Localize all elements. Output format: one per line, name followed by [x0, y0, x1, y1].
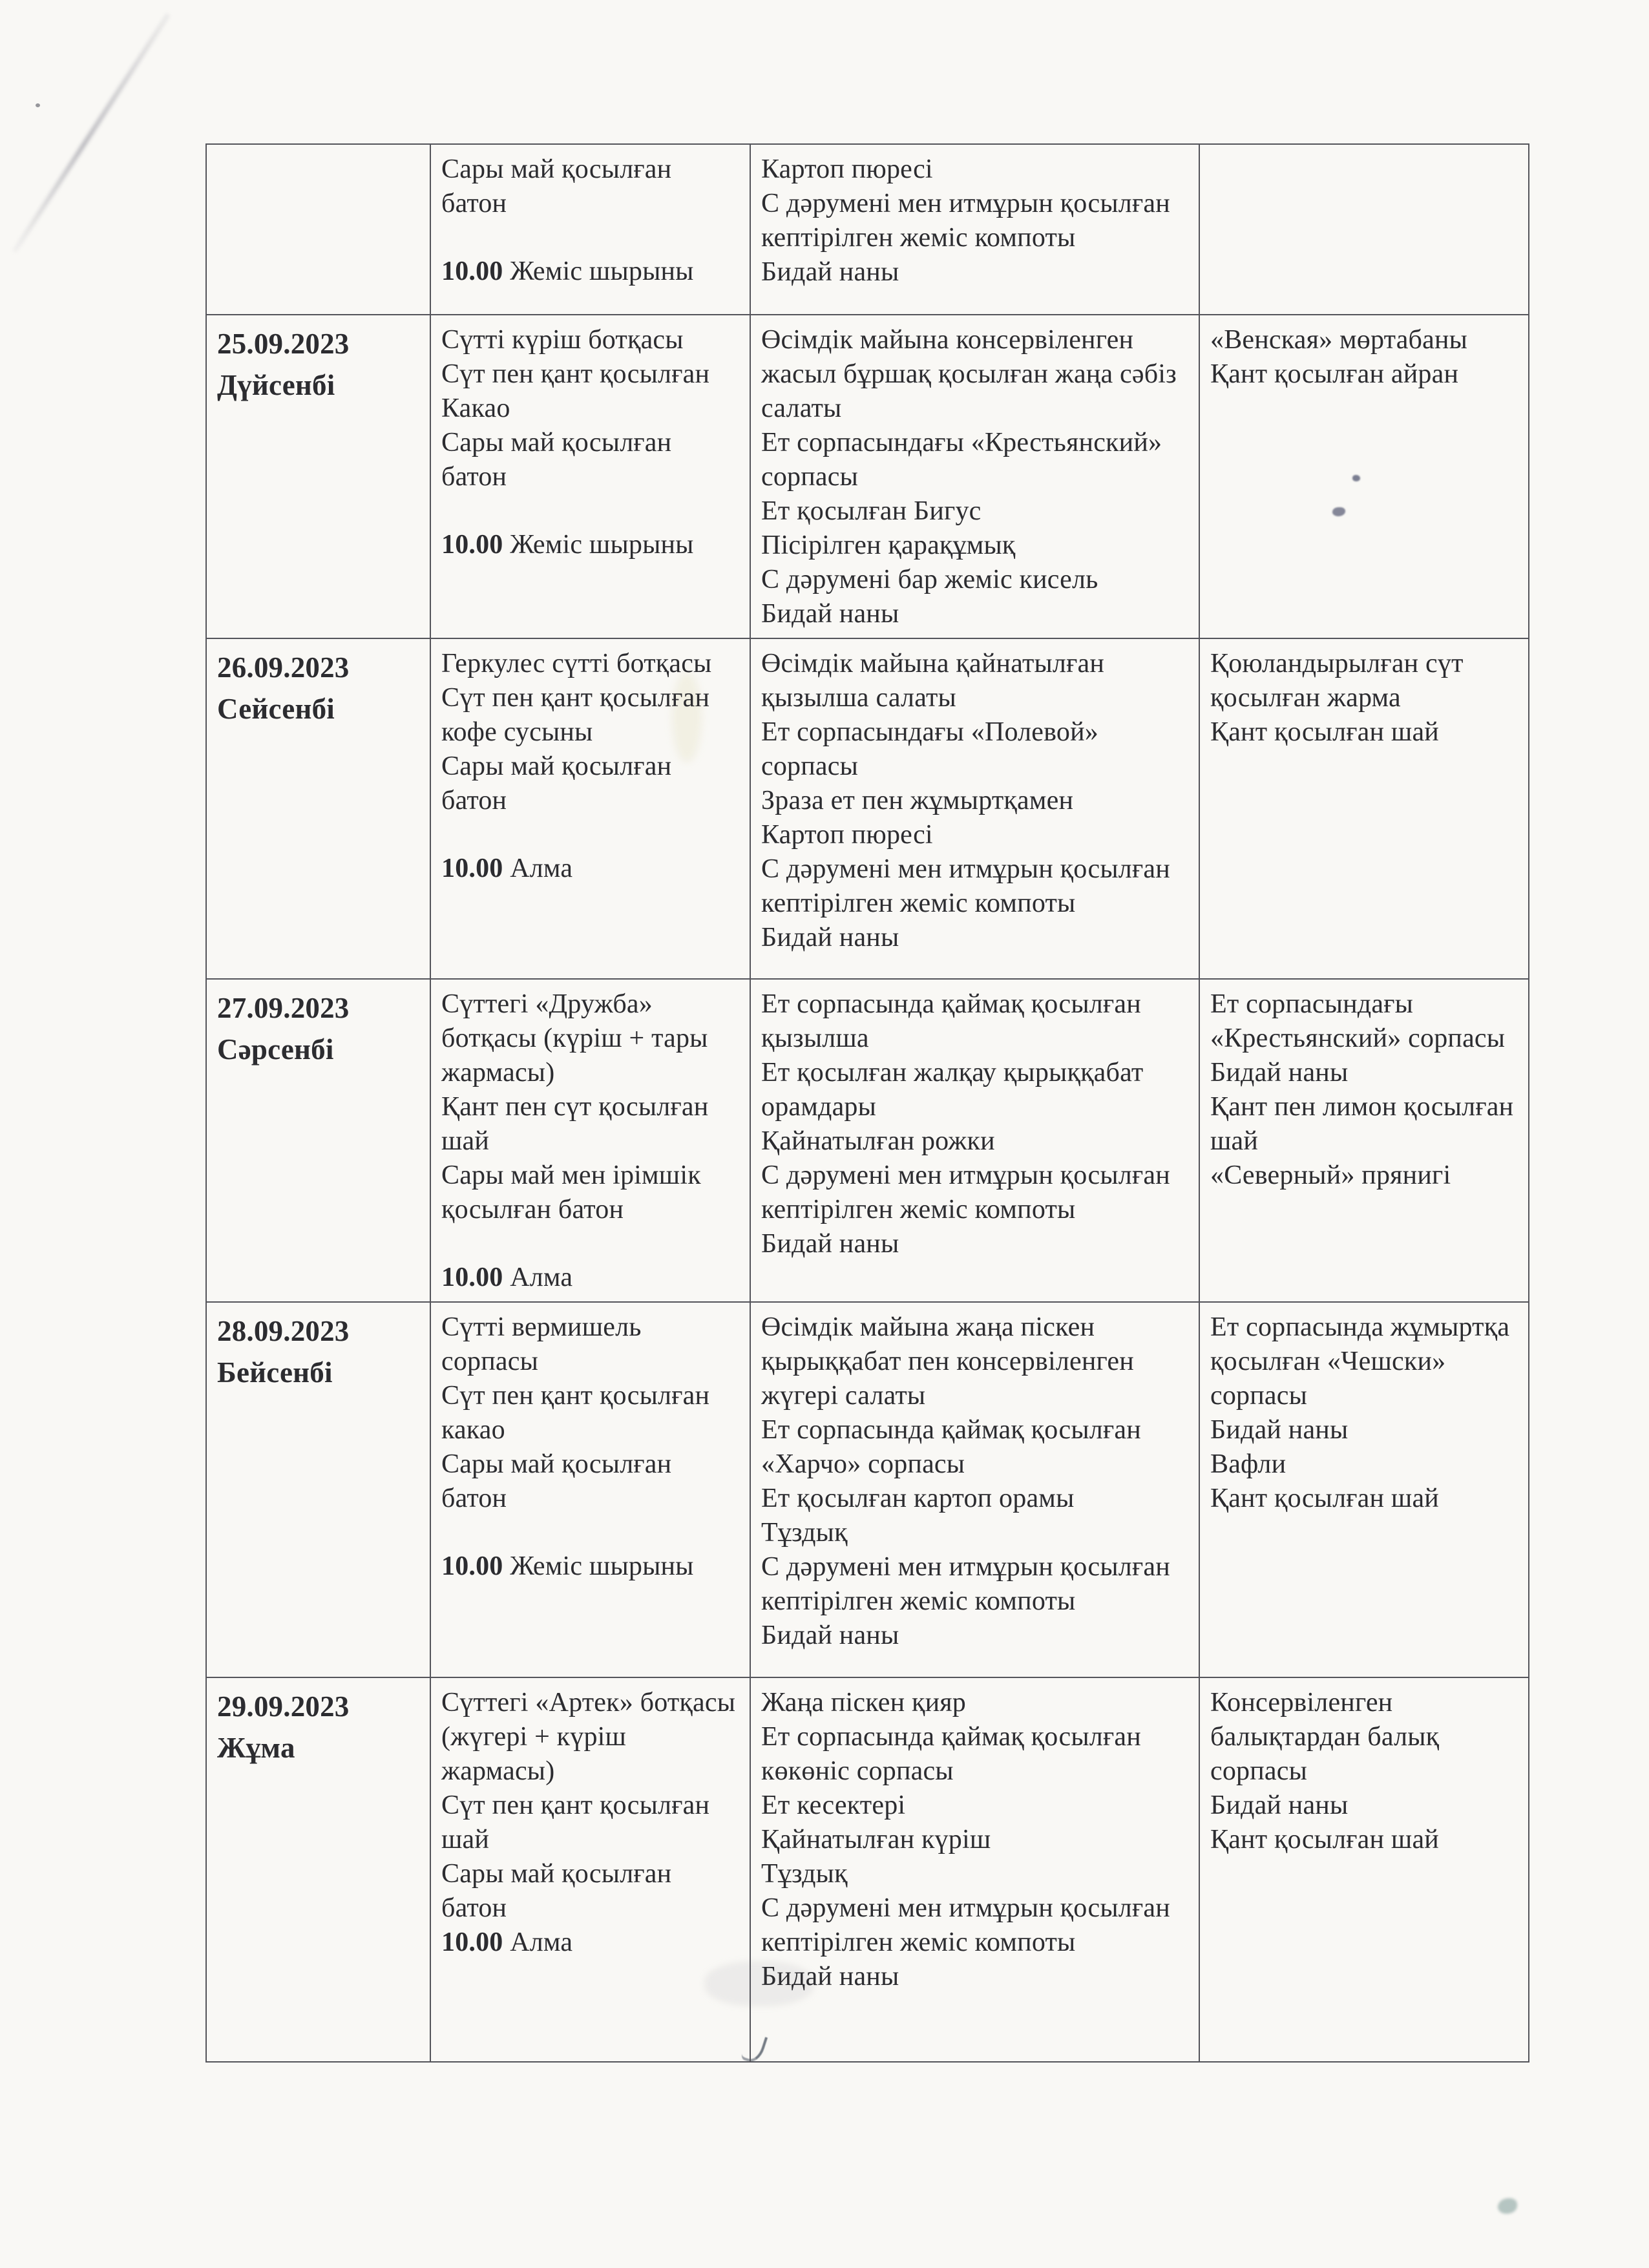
date-text: 28.09.2023 — [217, 1315, 350, 1347]
weekday-text: Сейсенбі — [217, 693, 335, 725]
menu-item-line: Консервіленген балықтардан балық сорпасы — [1210, 1688, 1440, 1786]
menu-item-line: «Северный» прянигі — [1210, 1160, 1451, 1190]
menu-item-line: Қант қосылған шай — [1210, 1825, 1439, 1854]
afternoon-cell — [1199, 638, 1529, 979]
weekday-text: Дүйсенбі — [217, 369, 335, 401]
date-cell — [206, 638, 430, 979]
menu-item-line: 10.00 Жеміс шырыны — [441, 257, 694, 286]
snack-time: 10.00 — [441, 1927, 503, 1957]
menu-item-line: Қоюландырылған сүт қосылған жарма — [1210, 649, 1464, 713]
menu-day-row — [206, 979, 1529, 1302]
menu-item-line: Сары май қосылған батон — [441, 154, 672, 218]
date-text: 27.09.2023 — [217, 992, 350, 1024]
menu-item-line: Ет сорпасында қаймақ қосылған «Харчо» сорпасы — [761, 1415, 1141, 1479]
menu-item-line: Ет сорпасындағы «Крестьянский» сорпасы — [1210, 989, 1506, 1053]
menu-item-line: Қайнатылған рожки — [761, 1126, 995, 1156]
breakfast-cell — [430, 1302, 750, 1677]
breakfast-cell — [430, 1677, 750, 2062]
scan-speck — [36, 103, 40, 107]
menu-table-body — [206, 144, 1529, 2062]
menu-item-line: Пісірілген қарақұмық — [761, 530, 1016, 560]
menu-item-line: 10.00 Жеміс шырыны — [441, 1551, 694, 1581]
menu-item-line: Қант пен сүт қосылған шай — [441, 1092, 709, 1156]
lunch-cell — [750, 979, 1199, 1302]
menu-item-line: Бидай наны — [1210, 1790, 1349, 1820]
menu-item-line: С дәрумені мен итмұрын қосылған кептірілген жеміс компоты — [761, 1160, 1170, 1224]
line-gap — [441, 818, 738, 852]
menu-item-line: Ет сорпасында жұмыртқа қосылған «Чешски» сорпасы — [1210, 1312, 1510, 1411]
menu-item-line: Сүттегі «Артек» ботқасы (жүгері + күріш жармасы) — [441, 1688, 736, 1786]
menu-item-line: Бидай наны — [761, 1621, 899, 1650]
breakfast-cell — [430, 315, 750, 638]
menu-item-line: 10.00 Алма — [441, 1263, 573, 1292]
line-gap — [441, 494, 738, 528]
menu-item-line: Тұздық — [761, 1859, 848, 1889]
afternoon-cell — [1199, 144, 1529, 315]
date-text: 29.09.2023 — [217, 1690, 350, 1723]
menu-item-line: Ет сорпасындағы «Крестьянский» сорпасы — [761, 428, 1162, 492]
menu-item-line: Сары май қосылған батон — [441, 1449, 672, 1513]
menu-item-line: Өсімдік майына қайнатылған қызылша салаты — [761, 649, 1105, 713]
snack-time: 10.00 — [441, 530, 503, 560]
menu-item-line: Бидай наны — [761, 1962, 899, 1991]
menu-item-line: Жаңа піскен қияр — [761, 1688, 967, 1717]
afternoon-cell — [1199, 979, 1529, 1302]
menu-item-line: Бидай наны — [761, 1229, 899, 1259]
menu-item-line: Бидай наны — [761, 257, 899, 287]
menu-item-line: Картоп пюресі — [761, 154, 933, 184]
date-cell — [206, 1302, 430, 1677]
menu-item-line: Ет қосылған Бигус — [761, 496, 982, 526]
lunch-cell — [750, 144, 1199, 315]
menu-item-line: Ет кесектері — [761, 1790, 906, 1820]
menu-item-line: Бидай наны — [1210, 1058, 1349, 1087]
snack-time: 10.00 — [441, 257, 503, 286]
line-gap — [441, 1516, 738, 1549]
menu-item-line: Өсімдік майына консервіленген жасыл бұршақ қосылған жаңа сәбіз салаты — [761, 325, 1177, 423]
menu-item-line: С дәрумені мен итмұрын қосылған кептірілген жеміс компоты — [761, 1893, 1170, 1957]
menu-item-line: Қант қосылған шай — [1210, 1484, 1439, 1513]
menu-item-line: Ет сорпасындағы «Полевой» сорпасы — [761, 717, 1098, 781]
menu-day-row — [206, 638, 1529, 979]
lunch-cell — [750, 315, 1199, 638]
menu-item-line: Өсімдік майына жаңа піскен қырыққабат пен консервіленген жүгері салаты — [761, 1312, 1134, 1411]
menu-item-line: 10.00 Алма — [441, 1927, 573, 1957]
menu-item-line: 10.00 Алма — [441, 854, 573, 883]
menu-item-line: Сары май мен ірімшік қосылған батон — [441, 1160, 701, 1224]
snack-time: 10.00 — [441, 1551, 503, 1581]
menu-item-line: Сүтті вермишель сорпасы — [441, 1312, 642, 1376]
menu-day-row — [206, 1302, 1529, 1677]
snack-time: 10.00 — [441, 854, 503, 883]
menu-item-line: Сүт пен қант қосылған кофе сусыны — [441, 683, 710, 747]
menu-item-line: С дәрумені мен итмұрын қосылған кептірілген жеміс компоты — [761, 1552, 1170, 1616]
menu-item-line: Зраза ет пен жұмыртқамен — [761, 786, 1074, 815]
menu-item-line: Қант қосылған шай — [1210, 717, 1439, 747]
menu-item-line: Ет қосылған картоп орамы — [761, 1484, 1075, 1513]
menu-item-line: Бидай наны — [1210, 1415, 1349, 1445]
ink-smudge — [1498, 2198, 1517, 2214]
menu-item-line: С дәрумені бар жеміс кисель — [761, 565, 1098, 594]
lunch-cell — [750, 1677, 1199, 2062]
menu-item-line: С дәрумені мен итмұрын қосылған кептірілген жеміс компоты — [761, 189, 1170, 253]
snack-time: 10.00 — [441, 1263, 503, 1292]
menu-item-line: Сары май қосылған батон — [441, 751, 672, 815]
menu-item-line: С дәрумені мен итмұрын қосылған кептірілген жеміс компоты — [761, 854, 1170, 918]
line-gap — [441, 221, 738, 255]
menu-item-line: Ет қосылған жалқау қырыққабат орамдары — [761, 1058, 1144, 1122]
weekday-text: Сәрсенбі — [217, 1033, 334, 1066]
menu-item-line: Сары май қосылған батон — [441, 1859, 672, 1923]
menu-item-line: Сүт пен қант қосылған какао — [441, 1381, 710, 1445]
breakfast-cell — [430, 638, 750, 979]
menu-item-line: Қант қосылған айран — [1210, 359, 1459, 389]
weekday-text: Жұма — [217, 1732, 295, 1764]
menu-item-line: Тұздық — [761, 1518, 848, 1548]
menu-item-line: Сары май қосылған батон — [441, 428, 672, 492]
date-cell — [206, 144, 430, 315]
menu-day-row — [206, 1677, 1529, 2062]
menu-item-line: Бидай наны — [761, 599, 899, 629]
paper-fold-crease — [12, 13, 170, 253]
lunch-cell — [750, 638, 1199, 979]
menu-item-line: Вафли — [1210, 1449, 1287, 1479]
menu-item-line: Бидай наны — [761, 923, 899, 952]
menu-day-row — [206, 315, 1529, 638]
lunch-cell — [750, 1302, 1199, 1677]
menu-item-line: Қайнатылған күріш — [761, 1825, 991, 1854]
menu-item-line: 10.00 Жеміс шырыны — [441, 530, 694, 560]
menu-item-line: Картоп пюресі — [761, 820, 933, 850]
menu-table — [205, 143, 1529, 2063]
menu-item-line: Сүттегі «Дружба» ботқасы (күріш + тары жармасы) — [441, 989, 708, 1087]
menu-item-line: Ет сорпасында қаймақ қосылған көкөніс сорпасы — [761, 1722, 1141, 1786]
menu-item-line: «Венская» мөртабаны — [1210, 325, 1468, 355]
menu-item-line: Ет сорпасында қаймақ қосылған қызылша — [761, 989, 1141, 1053]
breakfast-cell — [430, 144, 750, 315]
menu-item-line: Қант пен лимон қосылған шай — [1210, 1092, 1514, 1156]
weekday-text: Бейсенбі — [217, 1356, 333, 1389]
date-text: 26.09.2023 — [217, 651, 350, 684]
afternoon-cell — [1199, 1302, 1529, 1677]
menu-item-line: Сүтті күріш ботқасы — [441, 325, 684, 355]
line-gap — [441, 1227, 738, 1261]
breakfast-cell — [430, 979, 750, 1302]
date-cell — [206, 979, 430, 1302]
afternoon-cell — [1199, 315, 1529, 638]
date-text: 25.09.2023 — [217, 328, 350, 360]
menu-item-line: Сүт пен қант қосылған шай — [441, 1790, 710, 1854]
date-cell — [206, 1677, 430, 2062]
menu-day-row — [206, 144, 1529, 315]
menu-item-line: Сүт пен қант қосылған Какао — [441, 359, 710, 423]
date-cell — [206, 315, 430, 638]
menu-item-line: Геркулес сүтті ботқасы — [441, 649, 712, 678]
afternoon-cell — [1199, 1677, 1529, 2062]
